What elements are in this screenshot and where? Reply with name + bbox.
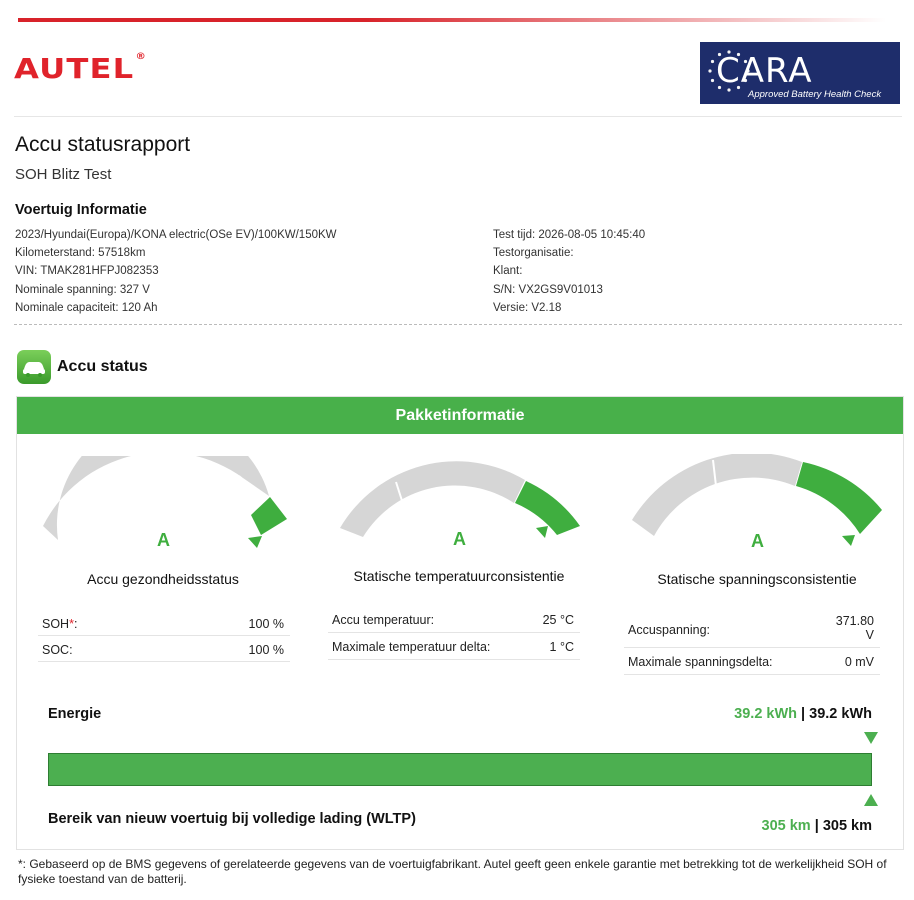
health-grade: A <box>157 530 170 550</box>
max-voltage-delta-label: Maximale spanningsdelta: <box>628 655 773 669</box>
package-info-header: Pakketinformatie <box>17 397 903 434</box>
vehicle-info-left <box>15 226 337 317</box>
range-values: 305 km | 305 km <box>761 818 872 834</box>
vehicle-mileage: Kilometerstand: 57518km <box>15 247 146 260</box>
max-voltage-delta-row <box>624 650 880 675</box>
footnote: *: Gebaseerd op de BMS gegevens of gerelateerde gegevens van de voertuigfabrikant. Autel geeft geen enkele garantie met betrekking tot de werkelijkheid SOH of fysieke toestand van de batterij. <box>18 857 887 886</box>
report-title: Accu statusrapport <box>15 133 191 156</box>
serial-number: S/N: VX2GS9V01013 <box>493 283 603 296</box>
vehicle-info-right <box>493 226 645 317</box>
vehicle-model: 2023/Hyundai(Europa)/KONA electric(OSe EV)/100KW/150KW <box>15 229 337 241</box>
battery-voltage-label: Accuspanning: <box>628 623 711 637</box>
soc-value: 100 % <box>248 643 284 657</box>
max-temperature-delta-value: 1 °C <box>549 640 574 654</box>
battery-temperature-value: 25 °C <box>542 613 574 627</box>
badge-title: CARA <box>716 51 813 91</box>
range-label: Bereik van nieuw voertuig bij volledige lading (WLTP) <box>48 811 416 827</box>
energy-bar-fill <box>49 754 871 785</box>
triangle-marker-icon <box>864 794 878 806</box>
soh-required-mark: * <box>69 617 74 631</box>
battery-temperature-row <box>328 608 580 633</box>
top-accent-line <box>18 18 886 22</box>
energy-current: 39.2 kWh <box>734 706 798 722</box>
battery-temperature-label: Accu temperatuur: <box>332 613 435 627</box>
nominal-voltage: Nominale spanning: 327 V <box>15 283 150 296</box>
brand-text: AUTEL <box>14 52 135 85</box>
health-gauge-title: Accu gezondheidsstatus <box>87 571 239 587</box>
soh-row: SOH*: 100 % <box>38 612 290 636</box>
autel-logo: AUTEL® <box>14 52 147 85</box>
section-divider <box>14 324 902 325</box>
max-temperature-delta-row <box>328 635 580 660</box>
cara-badge <box>700 42 900 104</box>
battery-car-icon <box>17 350 51 384</box>
triangle-marker-icon <box>842 535 855 546</box>
energy-bar <box>48 753 872 786</box>
header-divider <box>14 116 902 117</box>
max-voltage-delta-value: 0 mV <box>844 655 874 669</box>
triangle-marker-icon <box>864 732 878 744</box>
soc-label: SOC: <box>42 643 73 657</box>
battery-voltage-row <box>624 612 880 648</box>
vehicle-vin: VIN: TMAK281HFPJ082353 <box>15 265 159 278</box>
nominal-capacity: Nominale capaciteit: 120 Ah <box>15 301 158 314</box>
range-current: 305 km <box>761 818 811 834</box>
test-organisation: Testorganisatie: <box>493 247 574 260</box>
energy-label: Energie <box>48 706 102 722</box>
soh-value: 100 % <box>248 617 284 631</box>
report-subtitle: SOH Blitz Test <box>15 166 112 183</box>
soh-label: SOH <box>42 617 70 631</box>
energy-values: 39.2 kWh | 39.2 kWh <box>734 706 872 722</box>
temperature-grade: A <box>453 529 466 549</box>
voltage-grade: A <box>751 531 764 551</box>
customer: Klant: <box>493 265 523 278</box>
voltage-gauge-title: Statische spanningsconsistentie <box>657 571 857 587</box>
triangle-marker-icon <box>248 536 262 548</box>
range-nominal: 305 km <box>822 818 872 834</box>
triangle-marker-icon <box>536 526 548 538</box>
vehicle-info-heading: Voertuig Informatie <box>15 202 147 218</box>
soc-row <box>38 638 290 662</box>
battery-voltage-value: 371.80 V <box>835 614 874 642</box>
software-version: Versie: V2.18 <box>493 301 562 314</box>
battery-status-title: Accu status <box>57 358 148 375</box>
temperature-gauge-title: Statische temperatuurconsistentie <box>353 568 565 584</box>
test-time: Test tijd: 2026-08-05 10:45:40 <box>493 229 646 241</box>
max-temperature-delta-label: Maximale temperatuur delta: <box>332 640 491 654</box>
badge-subtitle: Approved Battery Health Check <box>748 89 882 100</box>
energy-nominal: 39.2 kWh <box>809 706 872 722</box>
